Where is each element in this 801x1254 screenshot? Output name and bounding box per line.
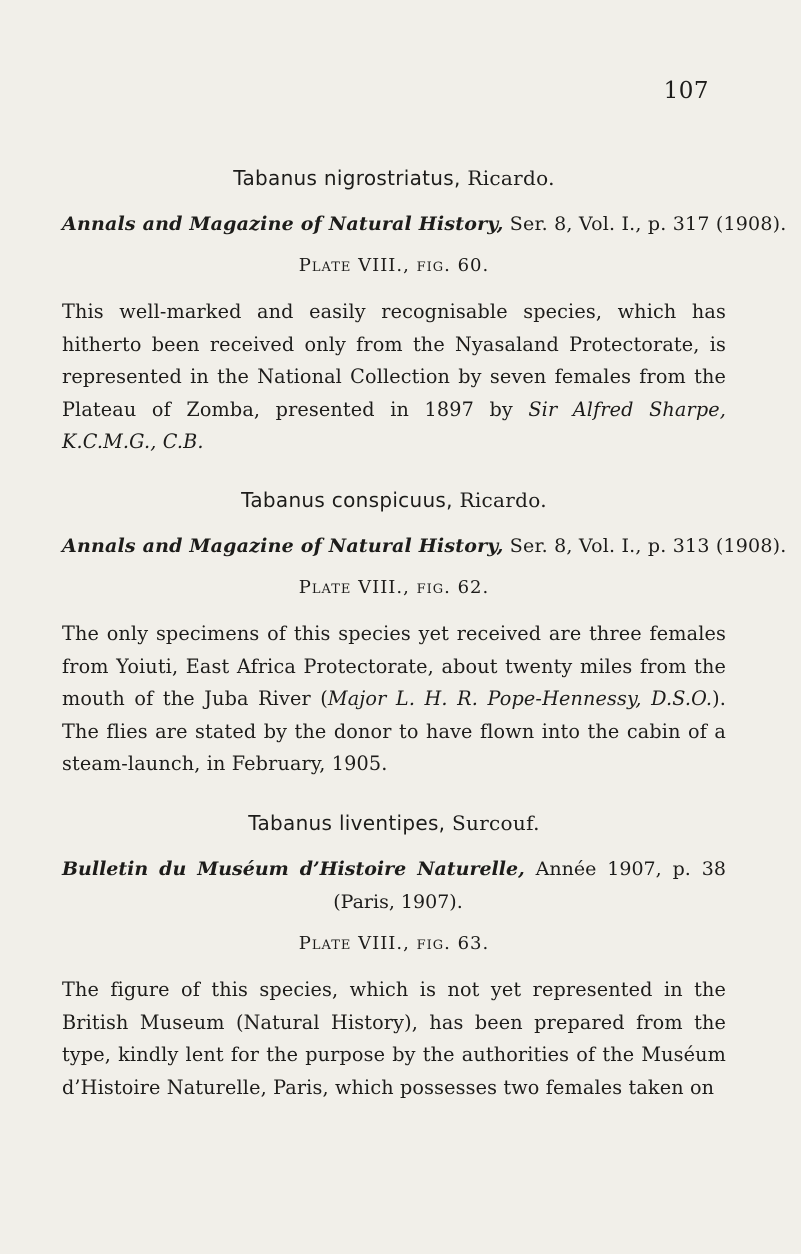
collector-name: Major L. H. R. Pope-Hennessy, D.S.O. <box>327 687 713 710</box>
citation-word: p. <box>672 858 691 880</box>
plate-reference <box>62 933 726 954</box>
citation-word: 1907, <box>607 858 662 880</box>
species-entry <box>62 811 726 1104</box>
species-heading <box>62 488 726 512</box>
genus-name: Tabanus <box>241 488 326 512</box>
citation-word: 38 <box>701 858 726 880</box>
citation-word: Année <box>535 858 597 880</box>
journal-title: Annals and Magazine of Natural History, <box>62 213 504 235</box>
citation-details: (Paris, 1907). <box>333 891 463 913</box>
species-author: Surcouf. <box>452 811 540 835</box>
figure-label: fig. 60. <box>416 255 490 276</box>
paragraph-text: The only specimens of this species yet received are three females from Yoiuti, East Africa Protectorate, about twenty miles from the mouth of the Juba River ( <box>62 622 726 710</box>
reference-citation <box>62 530 787 563</box>
description-paragraph <box>62 296 726 459</box>
journal-title: Annals and Magazine of Natural History, <box>62 535 504 557</box>
plate-label: Plate VIII., <box>298 255 410 276</box>
paragraph-text: This well-marked and easily recognisable species, which has hitherto been received only from the Nyasaland Protectorate, is represented in the National Collection by seven females from the Plateau of Zomba, presented in 1897 by <box>62 300 726 421</box>
plate-label: Plate VIII., <box>298 577 410 598</box>
citation-details: Ser. 8, Vol. I., p. 317 (1908). <box>509 213 787 235</box>
plate-reference <box>62 255 726 276</box>
figure-label: fig. 62. <box>416 577 490 598</box>
citation-details: Ser. 8, Vol. I., p. 313 (1908). <box>509 535 787 557</box>
paragraph-text: The figure of this species, which is not yet represented in the British Museum (Natural History), has been prepared from the type, kindly lent for the purpose by the authorities of the Muséum d’Histoire Naturelle, Paris, which possesses two females taken on <box>62 978 726 1099</box>
species-author: Ricardo. <box>467 166 555 190</box>
paragraph-text: ). The flies are stated by the donor to have flown into the cabin of a steam-launch, in February, 1905. <box>62 687 727 775</box>
genus-name: Tabanus <box>248 811 333 835</box>
species-heading <box>62 811 726 835</box>
description-paragraph <box>62 618 726 781</box>
journal-title-word: Bulletin <box>62 858 149 880</box>
page-number: 107 <box>663 78 709 104</box>
species-entry <box>62 166 787 459</box>
species-name: conspicuus, <box>331 488 453 512</box>
genus-name: Tabanus <box>233 166 318 190</box>
figure-label: fig. 63. <box>416 933 490 954</box>
plate-label: Plate VIII., <box>298 933 410 954</box>
species-author: Ricardo. <box>459 488 547 512</box>
reference-citation <box>62 208 787 241</box>
species-name: nigrostriatus, <box>323 166 461 190</box>
collector-name: Sir Alfred Sharpe, K.C.M.G., C.B. <box>62 397 727 453</box>
journal-title-word: Naturelle, <box>417 858 525 880</box>
plate-reference <box>62 577 726 598</box>
description-paragraph <box>62 974 726 1104</box>
species-heading <box>62 166 726 190</box>
reference-citation <box>62 853 726 919</box>
species-name: liventipes, <box>338 811 446 835</box>
journal-title-word: d’Histoire <box>299 858 407 880</box>
journal-title-word: Muséum <box>197 858 289 880</box>
species-entry <box>62 488 787 781</box>
journal-title-word: du <box>159 858 187 880</box>
